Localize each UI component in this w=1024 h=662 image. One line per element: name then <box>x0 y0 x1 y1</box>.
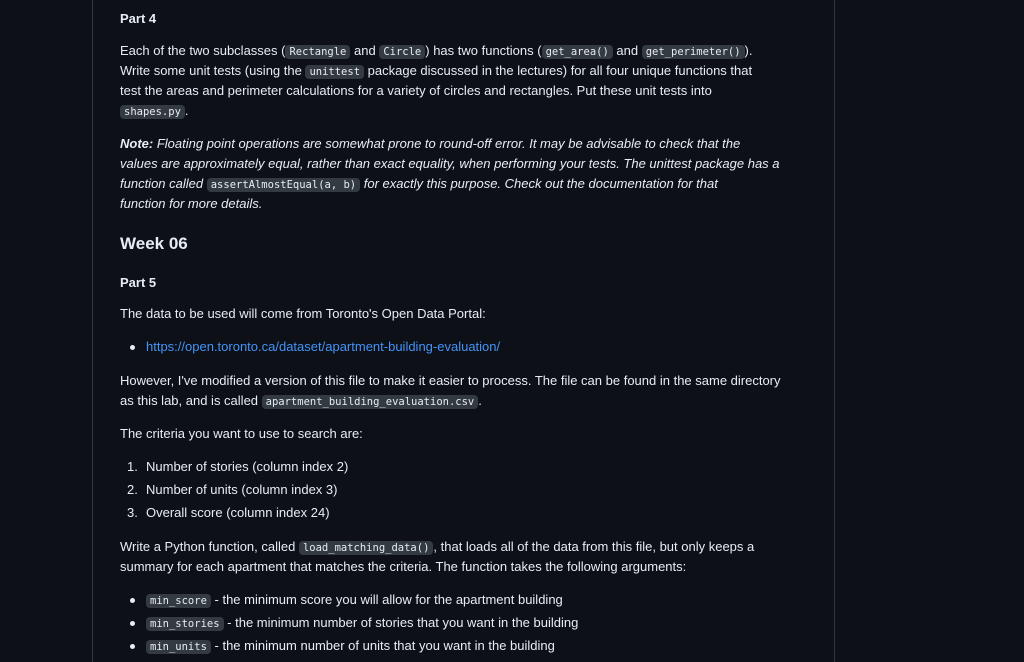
bullet-icon <box>130 644 135 649</box>
part4-para1-line1: Each of the two subclasses ( Rectangle and Circle ) has two functions ( get_area() and get_perimeter() ). <box>120 43 753 58</box>
part4-heading: Part 4 <box>120 11 157 26</box>
open-data-link[interactable]: https://open.toronto.ca/dataset/apartment-building-evaluation/ <box>146 339 501 354</box>
code-shapes-py: shapes.py <box>120 105 185 119</box>
criteria-intro: The criteria you want to use to search are: <box>120 426 363 441</box>
code-rectangle: Rectangle <box>285 45 350 59</box>
part5-para3-line2: summary for each apartment that matches the criteria. The function takes the following arguments: <box>120 559 687 574</box>
part4-para1-line2: Write some unit tests (using the unittest package discussed in the lectures) for all four unique functions that <box>120 63 753 78</box>
part5-para2-line1: However, I've modified a version of this file to make it easier to process. The file can be found in the same directory <box>120 373 781 388</box>
note-label: Note: <box>120 136 154 151</box>
part5-intro: The data to be used will come from Toronto's Open Data Portal: <box>120 306 486 321</box>
part4-para1-line4: shapes.py . <box>120 101 189 122</box>
bullet-icon <box>130 598 135 603</box>
code-get-perimeter: get_perimeter() <box>642 45 745 59</box>
code-unittest: unittest <box>305 65 364 79</box>
bullet-icon <box>130 621 135 626</box>
code-load-matching-data: load_matching_data() <box>299 541 433 555</box>
note-line1: Note: Floating point operations are somewhat prone to round-off error. It may be advisable to check that the <box>120 136 741 151</box>
note-line2: values are approximately equal, rather than exact equality, when performing your tests. The unittest package has a <box>120 156 780 171</box>
code-min-stories: min_stories <box>146 617 224 631</box>
code-min-score: min_score <box>146 594 211 608</box>
week-heading: Week 06 <box>120 234 188 253</box>
code-min-units: min_units <box>146 640 211 654</box>
note-line4: function for more details. <box>120 196 263 211</box>
code-assert-almost-equal: assertAlmostEqual(a, b) <box>207 178 360 192</box>
part4-para1-line3: test the areas and perimeter calculations for a variety of circles and rectangles. Put these unit tests into <box>120 83 712 98</box>
part5-para3-line1: Write a Python function, called load_matching_data() , that loads all of the data from this file, but only keeps a <box>120 539 755 554</box>
code-csv-file: apartment_building_evaluation.csv <box>262 395 479 409</box>
part5-para2-line2: as this lab, and is called apartment_building_evaluation.csv . <box>120 393 482 408</box>
code-circle: Circle <box>379 45 425 59</box>
code-get-area: get_area() <box>542 45 613 59</box>
bullet-icon <box>130 345 135 350</box>
note-line3: function called assertAlmostEqual(a, b) for exactly this purpose. Check out the documentation for that <box>120 176 718 191</box>
part5-heading: Part 5 <box>120 275 157 290</box>
